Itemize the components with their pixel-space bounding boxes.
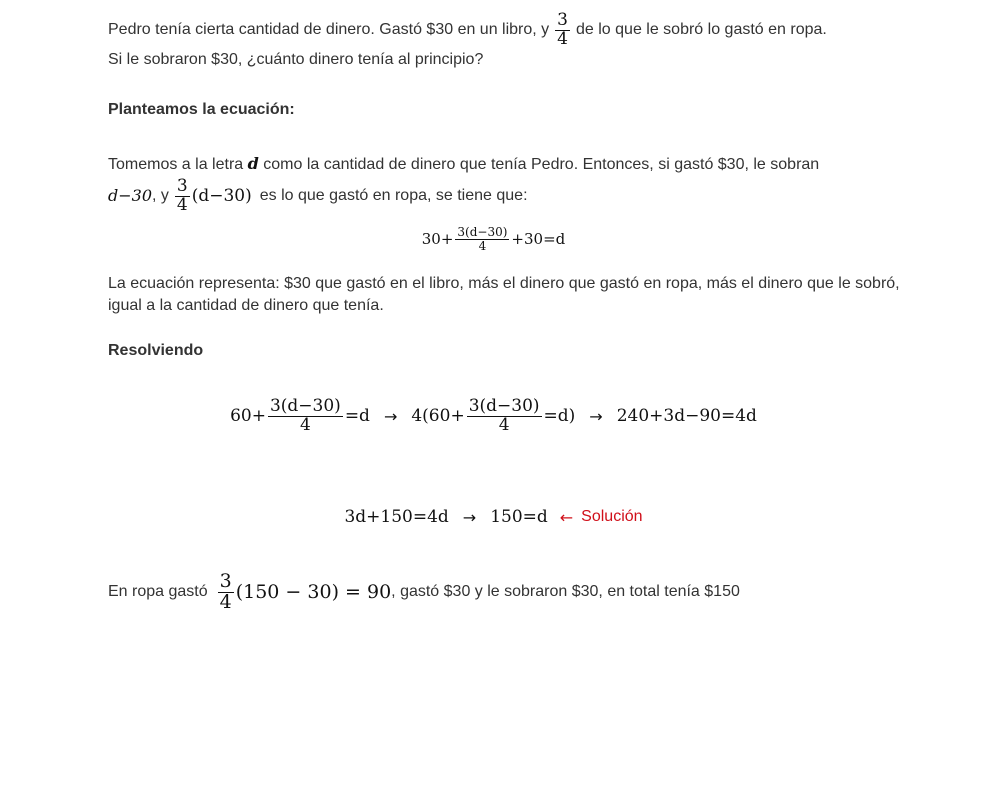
conclusion-fraction [218, 572, 234, 613]
eq1-numerator: 3(d−30) [457, 225, 508, 239]
solution-steps-row-2 [0, 507, 987, 527]
fraction-three-quarters-2 [175, 178, 190, 215]
problem-line-2: Si le sobraron $30, ¿cuánto dinero tenía al principio? [108, 50, 484, 68]
variable-d: d [247, 154, 259, 173]
conclusion-suffix: , gastó $30 y le sobraron $30, en total tenía $150 [391, 583, 740, 601]
step1-prefix: 60+ [230, 406, 266, 427]
conclusion-expression: (150 − 30) = 90 [235, 581, 392, 604]
problem-text-part1: Pedro tenía cierta cantidad de dinero. Gastó $30 en un libro, y [108, 21, 550, 39]
problem-line-1 [108, 12, 934, 49]
explanation-line-2 [108, 178, 934, 215]
explanation-part1: Tomemos a la letra [108, 156, 244, 173]
fraction-denominator: 4 [219, 590, 232, 613]
right-arrow-icon: → [462, 507, 477, 527]
explanation-line-1 [108, 153, 934, 176]
step2-prefix: 4(60+ [411, 406, 465, 427]
explanation-paragraph [108, 153, 934, 215]
fraction-numerator: 3 [176, 176, 188, 196]
step1-denominator: 4 [299, 414, 311, 435]
problem-statement [108, 12, 934, 71]
conclusion [108, 572, 934, 613]
eq1-suffix: +30=d [511, 230, 566, 249]
step5-expression: 150=d [490, 507, 548, 527]
step1-fraction [268, 398, 343, 435]
fraction-three-quarters [555, 12, 570, 49]
expression-d-minus-30: d−30 [108, 186, 153, 206]
step4-expression: 3d+150=4d [344, 507, 449, 527]
step2-suffix: =d) [543, 406, 576, 427]
expression-paren-d-minus-30: (d−30) [191, 186, 252, 207]
step3-expression: 240+3d−90=4d [616, 406, 757, 427]
explanation-part3: , y [152, 187, 169, 205]
step2-numerator: 3(d−30) [468, 396, 540, 416]
equation-meaning: La ecuación representa: $30 que gastó en el libro, más el dinero que gastó en ropa, más el dinero que le sobró, igual a la cantidad de dinero que tenía. [108, 275, 900, 314]
heading-resolviendo: Resolviendo [108, 342, 204, 359]
left-arrow-icon: ← [559, 507, 574, 527]
fraction-denominator: 4 [176, 194, 188, 215]
fraction-numerator: 3 [219, 570, 232, 592]
right-arrow-icon: → [589, 406, 603, 426]
solution-steps-row-1 [0, 398, 987, 435]
step2-denominator: 4 [498, 414, 510, 435]
step1-numerator: 3(d−30) [269, 396, 341, 416]
main-equation [0, 226, 987, 252]
explanation-part4: es lo que gastó en ropa, se tiene que: [259, 187, 528, 205]
explanation-part2: como la cantidad de dinero que tenía Pedro. Entonces, si gastó $30, le sobran [263, 156, 820, 173]
eq1-fraction [455, 226, 509, 252]
conclusion-prefix: En ropa gastó [108, 583, 208, 601]
right-arrow-icon: → [383, 406, 398, 426]
step1-suffix: =d [344, 406, 370, 427]
heading-planteamos: Planteamos la ecuación: [108, 101, 295, 118]
eq1-prefix: 30+ [421, 230, 454, 249]
fraction-numerator: 3 [557, 10, 568, 30]
solution-label: Solución [581, 508, 643, 525]
fraction-denominator: 4 [557, 28, 568, 49]
step2-fraction [467, 398, 542, 435]
eq1-denominator: 4 [478, 238, 487, 253]
problem-text-part2: de lo que le sobró lo gastó en ropa. [576, 21, 827, 39]
